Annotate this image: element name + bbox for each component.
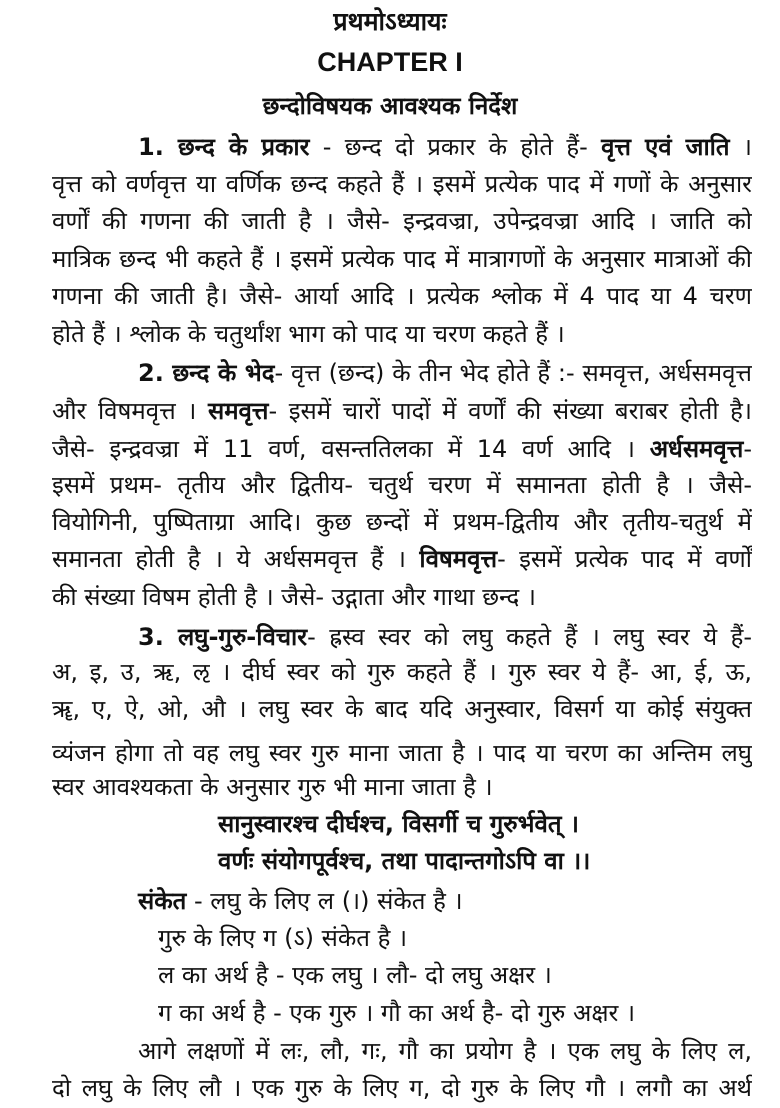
text-line — [138, 1035, 752, 1067]
text-line — [158, 959, 552, 991]
text-segment: वर्णों की गणना की जाती है । जैसे- इन्द्रवज्रा, उपेन्द्रवज्रा आदि । जाति को — [52, 207, 752, 235]
text-segment: दो लघु के लिए लौ । एक गुरु के लिए ग, दो गुरु के लिए गौ । लगौ का अर्थ — [52, 1074, 752, 1102]
text-segment: समानता होती है । ये अर्धसमवृत्त हैं । — [52, 545, 420, 573]
text-segment: होते हैं । श्लोक के चतुर्थांश भाग को पाद या चरण कहते हैं । — [52, 320, 565, 348]
text-line — [52, 771, 493, 803]
text-line — [52, 693, 752, 725]
text-segment: - छन्द दो प्रकार के होते हैं- — [309, 133, 602, 161]
bold-term: अर्धसमवृत्त — [649, 435, 744, 463]
text-line — [52, 318, 565, 350]
text-line — [158, 922, 407, 954]
bold-term: 2. छन्द के भेद — [138, 359, 275, 387]
bold-term: 3. लघु-गुरु-विचार — [138, 623, 308, 651]
text-line — [52, 168, 752, 200]
text-segment: । — [729, 133, 752, 161]
text-line — [52, 243, 752, 275]
text-line — [52, 280, 752, 312]
text-segment: - — [743, 435, 752, 463]
text-line — [52, 581, 536, 613]
text-line — [52, 205, 752, 237]
text-segment: - वृत्त (छन्द) के तीन भेद होते हैं :- समवृत्त, अर्धसमवृत्त — [274, 359, 752, 387]
text-segment: वृत्त को वर्णवृत्त या वर्णिक छन्द कहते हैं । इसमें प्रत्येक पाद में गणों के अनुसार — [52, 170, 752, 198]
text-line — [52, 656, 752, 688]
text-segment: अ, इ, उ, ऋ, ऌ । दीर्घ स्वर को गुरु कहते हैं । गुरु स्वर ये हैं- आ, ई, ऊ, — [52, 658, 752, 686]
text-segment: - इसमें प्रत्येक पाद में वर्णों — [497, 545, 752, 573]
bold-term: सानुस्वारश्च दीर्घश्च, विसर्गी च गुरुर्भवेत् । — [218, 810, 579, 838]
text-segment: - ह्रस्व स्वर को लघु कहते हैं । लघु स्वर ये हैं- — [307, 623, 752, 651]
text-line — [138, 357, 752, 389]
text-line — [52, 737, 752, 769]
text-segment: ल का अर्थ है - एक लघु । लौ- दो लघु अक्षर । — [158, 961, 552, 989]
text-segment: की संख्या विषम होती है । जैसे- उद्गाता और गाथा छन्द । — [52, 583, 536, 611]
text-segment: स्वर आवश्यकता के अनुसार गुरु भी माना जाता है । — [52, 773, 493, 801]
text-segment: ॠ, ए, ऐ, ओ, औ । लघु स्वर के बाद यदि अनुस्वार, विसर्ग या कोई संयुक्त — [52, 695, 752, 723]
text-segment: आगे लक्षणों में लः, लौ, गः, गौ का प्रयोग है । एक लघु के लिए ल, — [138, 1037, 752, 1065]
text-line — [138, 131, 752, 163]
text-line — [52, 433, 752, 465]
text-segment: गुरु के लिए ग (ऽ) संकेत है । — [158, 924, 408, 952]
text-segment: जैसे- इन्द्रवज्रा में 11 वर्ण, वसन्ततिलका में 14 वर्ण आदि । — [52, 435, 650, 463]
bold-term: वर्णः संयोगपूर्वश्च, तथा पादान्तगोऽपि वा ।। — [218, 847, 591, 875]
text-line — [218, 845, 590, 877]
text-line — [138, 885, 463, 917]
text-segment: ग का अर्थ है - एक गुरु । गौ का अर्थ है- दो गुरु अक्षर । — [158, 999, 636, 1027]
text-segment: मात्रिक छन्द भी कहते हैं । इसमें प्रत्येक पाद में मात्रागणों के अनुसार मात्राओं की — [52, 245, 752, 273]
text-line — [218, 808, 579, 840]
bold-term: विषमवृत्त — [419, 545, 498, 573]
text-segment: वियोगिनी, पुष्पिताग्रा आदि। कुछ छन्दों में प्रथम-द्वितीय और तृतीय-चतुर्थ में — [52, 508, 752, 536]
text-segment: इसमें प्रथम- तृतीय और द्वितीय- चतुर्थ चरण में समानता होती है । जैसे- — [52, 471, 752, 499]
text-segment: व्यंजन होगा तो वह लघु स्वर गुरु माना जाता है । पाद या चरण का अन्तिम लघु — [52, 739, 752, 767]
text-line — [52, 395, 752, 427]
sanskrit-chapter-title: प्रथमोऽध्यायः — [333, 7, 447, 36]
text-line — [138, 621, 752, 653]
section-heading: छन्दोविषयक आवश्यक निर्देश — [262, 92, 518, 120]
bold-term: संकेत — [138, 887, 187, 915]
text-line — [158, 997, 635, 1029]
text-segment: - लघु के लिए ल (।) संकेत है । — [186, 887, 463, 915]
bold-term: वृत्त एवं जाति — [601, 133, 730, 161]
text-line — [52, 1072, 752, 1104]
bold-term: समवृत्त — [207, 397, 269, 425]
text-line — [52, 506, 752, 538]
text-segment: और विषमवृत्त । — [52, 397, 208, 425]
text-segment: गणना की जाती है। जैसे- आर्या आदि । प्रत्येक श्लोक में 4 पाद या 4 चरण — [52, 282, 752, 310]
text-segment: - इसमें चारों पादों में वर्णों की संख्या बराबर होती है। — [268, 397, 752, 425]
text-line — [52, 469, 752, 501]
text-line — [52, 543, 752, 575]
chapter-heading: CHAPTER I — [317, 47, 463, 77]
bold-term: 1. छन्द के प्रकार — [138, 133, 310, 161]
